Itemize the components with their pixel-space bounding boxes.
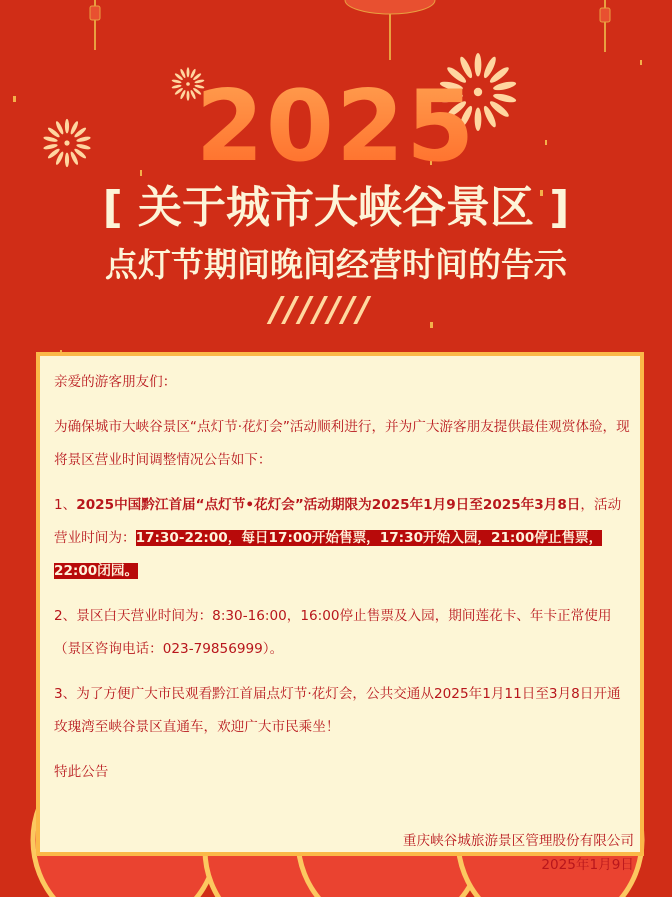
greeting: 亲爱的游客朋友们： xyxy=(54,374,177,390)
item-1 xyxy=(54,489,634,588)
issue-date: 2025年1月9日 xyxy=(541,857,634,873)
title-line-2: 点灯节期间晚间经营时间的告示 xyxy=(105,245,567,284)
notice-panel xyxy=(36,352,644,873)
item-2: 2、景区白天营业时间为：8:30-16:00，16:00停止售票及入园，期间莲花卡、年卡正常使用（景区咨询电话：023-79856999）。 xyxy=(54,608,612,657)
item-1-mid: ，活动营业时间为： xyxy=(54,497,622,546)
slash-decoration: /////// xyxy=(270,290,371,330)
item-1-prefix: 1、 xyxy=(54,497,77,513)
intro-paragraph: 为确保城市大峡谷景区“点灯节·花灯会”活动顺利进行，并为广大游客朋友提供最佳观赏体验，现将景区营业时间调整情况公告如下： xyxy=(54,419,630,468)
lantern-icon xyxy=(90,0,610,60)
closing: 特此公告 xyxy=(54,764,109,780)
item-3: 3、为了方便广大市民观看黔江首届点灯节·花灯会，公共交通从2025年1月11日至3月8日开通玫瑰湾至峡谷景区直通车，欢迎广大市民乘坐！ xyxy=(54,686,621,735)
item-1-period: 2025中国黔江首届“点灯节•花灯会”活动期限为2025年1月9日至2025年3月8日 xyxy=(76,497,581,513)
year-heading: 2025 xyxy=(0,72,672,182)
item-1-hours-highlight: 17:30-22:00，每日17:00开始售票，17:30开始入园，21:00停止售票，22:00闭园。 xyxy=(54,530,603,579)
issuer: 重庆峡谷城旅游景区管理股份有限公司 xyxy=(402,833,634,849)
title-line-1: [ 关于城市大峡谷景区 ] xyxy=(102,182,570,233)
